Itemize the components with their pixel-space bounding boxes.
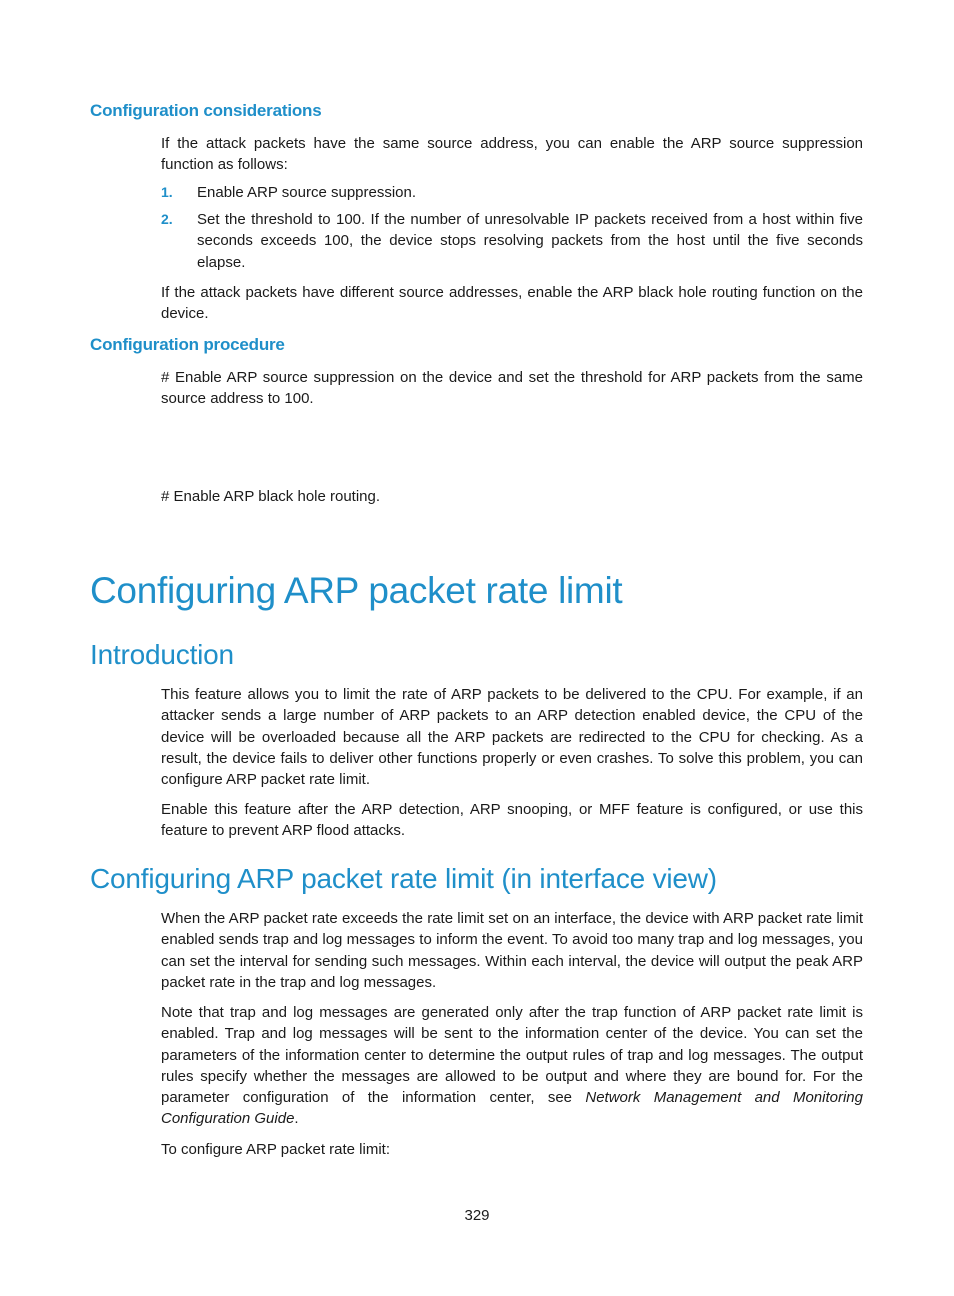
heading-interface-view: Configuring ARP packet rate limit (in interface view) [90, 863, 717, 894]
page-number: 329 [464, 1207, 490, 1224]
list-number: 2. [161, 211, 173, 227]
heading-configuration-considerations: Configuration considerations [90, 101, 322, 120]
list-text: Enable ARP source suppression. [197, 184, 417, 201]
para-text-end: . [294, 1110, 299, 1128]
heading-introduction: Introduction [90, 639, 234, 670]
procedure-step-black-hole: # Enable ARP black hole routing. [161, 488, 381, 505]
list-item [161, 209, 863, 273]
introduction-para-2: Enable this feature after the ARP detection, ARP snooping, or MFF feature is configured, or use this feature to prevent ARP flood attacks. [161, 801, 863, 840]
para-text: Note that trap and log messages are generated only after the trap function of ARP packet rate limit is enabled. Trap and log messages will be sent to the information center of the device. You can set the parameters of the information center to determine the output rules of trap and log messages. The output rules specify whether the messages are allowed to be output and where they are bound for. For the parameter configuration of the information center, see [161, 1004, 863, 1107]
introduction-para-1: This feature allows you to limit the rate of ARP packets to be delivered to the CPU. For example, if an attacker sends a large number of ARP packets to an ARP detection enabled device, the CPU of the device will be overloaded because all the ARP packets are redirected to the CPU for checking. As a result, the device fails to deliver other functions properly or even crashes. To solve this problem, you can configure ARP packet rate limit. [161, 686, 863, 789]
chapter-title: Configuring ARP packet rate limit [90, 570, 623, 611]
list-text: Set the threshold to 100. If the number of unresolvable IP packets received from a host within five seconds exceeds 100, the device stops resolving packets from the host until the five seconds elapse. [197, 211, 863, 271]
interface-view-para-2 [161, 1002, 863, 1130]
considerations-outro: If the attack packets have different source addresses, enable the ARP black hole routing function on the device. [161, 284, 863, 323]
list-item [161, 182, 863, 203]
procedure-step-source-suppression: # Enable ARP source suppression on the device and set the threshold for ARP packets from the same source address to 100. [161, 369, 863, 408]
interface-view-para-3: To configure ARP packet rate limit: [161, 1141, 390, 1158]
list-number: 1. [161, 184, 173, 200]
interface-view-para-1: When the ARP packet rate exceeds the rate limit set on an interface, the device with ARP packet rate limit enabled sends trap and log messages to inform the event. To avoid too many trap and log messages, you can set the interval for sending such messages. Within each interval, the device will output the peak ARP packet rate in the trap and log messages. [161, 910, 863, 991]
guide-reference: Network Management and Monitoring Configuration Guide [161, 1089, 863, 1128]
considerations-intro: If the attack packets have the same source address, you can enable the ARP source suppression function as follows: [161, 135, 863, 174]
heading-configuration-procedure: Configuration procedure [90, 335, 285, 354]
